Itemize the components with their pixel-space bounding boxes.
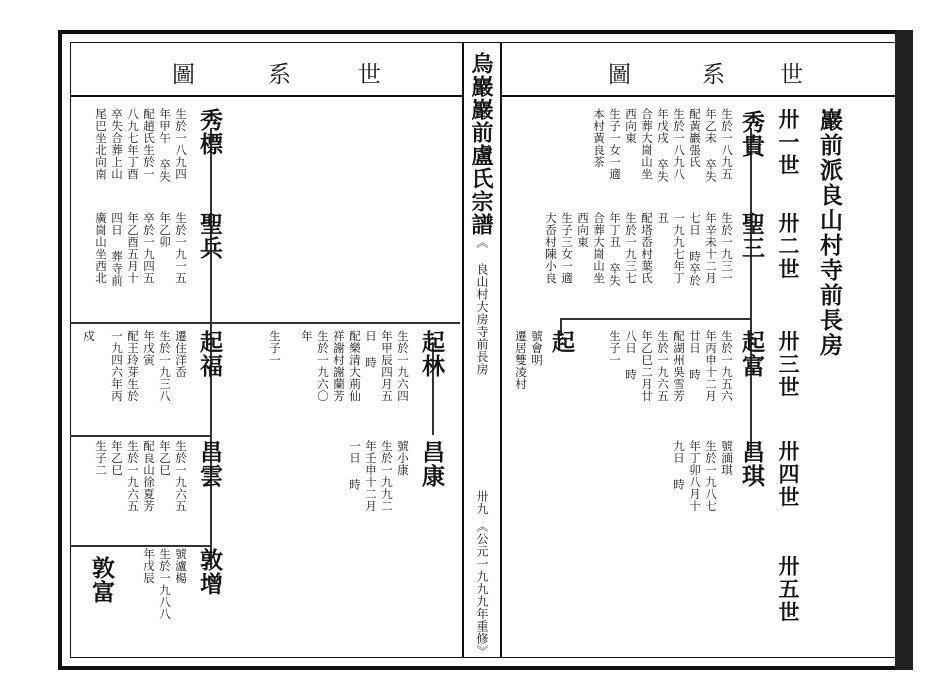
tree-line-right-branch: [560, 318, 750, 320]
note-shengbing-5: 四日 葬寺前: [110, 212, 124, 287]
note-shengsan-8: 年丁丑 卒失: [608, 212, 622, 287]
person-qilin: 起林: [418, 330, 445, 378]
generation-32: 卅二世: [776, 212, 801, 281]
note-qifu-5: 生於一九六五: [656, 330, 670, 402]
note-qifu-8: 生子一: [608, 330, 622, 366]
note-changkang-3: 年壬申十二月: [364, 440, 378, 512]
genealogy-title: 烏巖巖前盧氏宗譜: [468, 52, 494, 236]
person-changyun: 昌雲: [196, 440, 223, 488]
note-shengsan-10: 西向東: [576, 212, 590, 248]
note-qifu-left-1: 戍: [82, 330, 96, 342]
branch-title: 巖前派良山村寺前長房: [816, 108, 843, 358]
header-left-char-2: 系: [268, 62, 293, 88]
note-changyun-6: 生子二: [94, 440, 108, 476]
note-dunzeng-2: 生於一九八八: [158, 548, 172, 620]
note-qilin-1: 生於一九六四: [396, 330, 410, 402]
note-qifu-7: 八日 時: [624, 330, 638, 381]
note-xiugui-9: 本村黃良茶: [592, 108, 606, 168]
note-shengsan-3: 七日 時卒於: [688, 212, 702, 287]
tree-line-left-branch-4: [70, 545, 210, 547]
header-rule-left: [70, 95, 462, 97]
generation-33: 卅三世: [776, 330, 801, 399]
note-qilin-5: 祥謝村謝蘭芳: [332, 330, 346, 402]
note-xiubiao-2: 年甲午 卒失: [158, 108, 172, 183]
note-qilin-6: 生於一九六〇: [316, 330, 330, 402]
note-shengsan-6: 配塔岙村葉氏: [640, 212, 654, 284]
edition-note: 《公元一九九九年重修》: [475, 520, 489, 658]
note-xiubiao-1: 生於一八九四: [174, 108, 188, 180]
note-changqi-4: 九日 時: [672, 440, 686, 491]
note-qilin-3: 日 時: [364, 330, 378, 369]
note-changkang-2: 生於一九九二: [380, 440, 394, 512]
person-changqi: 昌琪: [738, 440, 765, 488]
note-qilin-4: 配樂清大荊仙: [348, 330, 362, 402]
note-qifu-left-6: 一九四六年丙: [110, 330, 124, 402]
watermark-stamp: [464, 200, 494, 460]
note-qifu-left-3: 生於一九三八: [158, 330, 172, 402]
person-changkang: 昌康: [418, 440, 445, 488]
note-xiugui-2: 年乙未 卒失: [704, 108, 718, 183]
note-qifu-left-4: 年戊寅: [142, 330, 156, 366]
note-changyun-2: 年乙巳: [158, 440, 172, 476]
note-changyun-4: 生於一九六五: [126, 440, 140, 512]
note-xiugui-1: 生於一八九五: [720, 108, 734, 180]
note-xiugui-5: 年戊戌 卒失: [656, 108, 670, 183]
note-shengbing-3: 卒於一九四五: [142, 212, 156, 284]
note-qifu-left-2: 遷住洋岙: [174, 330, 188, 378]
person-shengsan: 聖三: [738, 212, 765, 260]
note-shengsan-1: 生於一九三一: [720, 212, 734, 284]
note-qifu-3: 廿日 時: [688, 330, 702, 381]
note-changkang-4: 一日 時: [348, 440, 362, 491]
person-xiubiao: 秀標: [196, 108, 223, 156]
note-xiugui-7: 西向東: [624, 108, 638, 144]
note-changyun-3: 配良山徐夏芳: [142, 440, 156, 512]
person-xiugui: 秀貴: [738, 110, 765, 158]
note-shengbing-6: 廣崗山坐西北: [94, 212, 108, 284]
header-right-char-3: 世: [780, 62, 805, 88]
note-xiubiao-5: 卒失合葬上山: [110, 108, 124, 180]
note-qi-2: 遷居雙凌村: [514, 330, 528, 390]
note-xiugui-8: 生子一女一適: [608, 108, 622, 180]
person-dunfu: 敦富: [88, 556, 115, 604]
person-dunzeng: 敦增: [196, 548, 223, 596]
person-qifu-left: 起福: [196, 330, 223, 378]
center-column-right-rule: [500, 42, 502, 658]
note-qilin-7: 年: [300, 330, 314, 342]
header-right-char-1: 圖: [608, 62, 633, 88]
note-xiubiao-6: 尾巴坐北向南: [94, 108, 108, 180]
note-qifu-1: 生於一九五六: [720, 330, 734, 402]
branch-subtitle: 《 良山村大房寺前長房: [475, 236, 489, 376]
note-shengsan-7: 生於一九三七: [624, 212, 638, 284]
header-left-char-3: 世: [358, 62, 383, 88]
note-shengsan-2: 年辛未十二月: [704, 212, 718, 284]
generation-35: 卅五世: [776, 555, 801, 624]
note-changyun-5: 年乙巳: [110, 440, 124, 476]
generation-34: 卅四世: [776, 440, 801, 509]
note-changyun-1: 生於一九六五: [174, 440, 188, 512]
note-qifu-6: 年乙巳二月廿: [640, 330, 654, 402]
note-xiugui-6: 合葬大崗山坐: [640, 108, 654, 180]
header-rule-right: [502, 95, 898, 97]
note-xiugui-4: 生於一八九八: [672, 108, 686, 180]
tree-line-left-branch-2: [210, 322, 460, 324]
note-dunzeng-3: 年戊辰: [142, 548, 156, 584]
note-qifu-2: 年丙申十二月: [704, 330, 718, 402]
note-qilin-2: 年甲辰四月五: [380, 330, 394, 402]
generation-31: 卅一世: [776, 108, 801, 177]
note-qi-1: 號會明: [530, 330, 544, 366]
note-changqi-2: 生於一九八七: [704, 440, 718, 512]
note-qilin-8: 生子一: [268, 330, 282, 366]
note-dunzeng-1: 號瀘楊: [174, 548, 188, 584]
page-number: 卅九: [475, 490, 489, 515]
note-shengbing-2: 年乙卯: [158, 212, 172, 248]
note-xiugui-3: 配黃巖張氏: [688, 108, 702, 168]
note-qifu-4: 配湖州吳雪芳: [672, 330, 686, 402]
tree-line-left-branch-1: [70, 322, 210, 324]
note-shengsan-11: 生子三女一適: [560, 212, 574, 284]
binding-edge: [895, 30, 913, 670]
header-left-char-1: 圖: [172, 62, 197, 88]
note-xiubiao-3: 配趙氏生於一: [142, 108, 156, 180]
note-changqi-3: 年丁卯八月十: [688, 440, 702, 512]
note-qifu-left-5: 配王玲芽生於: [126, 330, 140, 402]
tree-line-left-branch-3: [70, 435, 210, 437]
note-shengsan-4: 一九九七年丁: [672, 212, 686, 284]
note-shengbing-1: 生於一九一五: [174, 212, 188, 284]
person-qi: 起: [548, 330, 575, 354]
note-xiubiao-4: 八九七年丁酉: [126, 108, 140, 180]
header-right-char-2: 系: [702, 62, 727, 88]
note-shengsan-9: 合葬大崗山坐: [592, 212, 606, 284]
note-shengbing-4: 年乙酉五月十: [126, 212, 140, 284]
note-shengsan-5: 丑: [656, 212, 670, 224]
note-changqi-1: 號湎琪: [720, 440, 734, 476]
person-shengbing: 聖兵: [196, 212, 223, 260]
note-shengsan-12: 大岙村陳小良: [544, 212, 558, 284]
tree-line-right-main: [750, 128, 752, 458]
note-changkang-1: 號小康: [396, 440, 410, 476]
person-qifu: 起富: [738, 330, 765, 378]
